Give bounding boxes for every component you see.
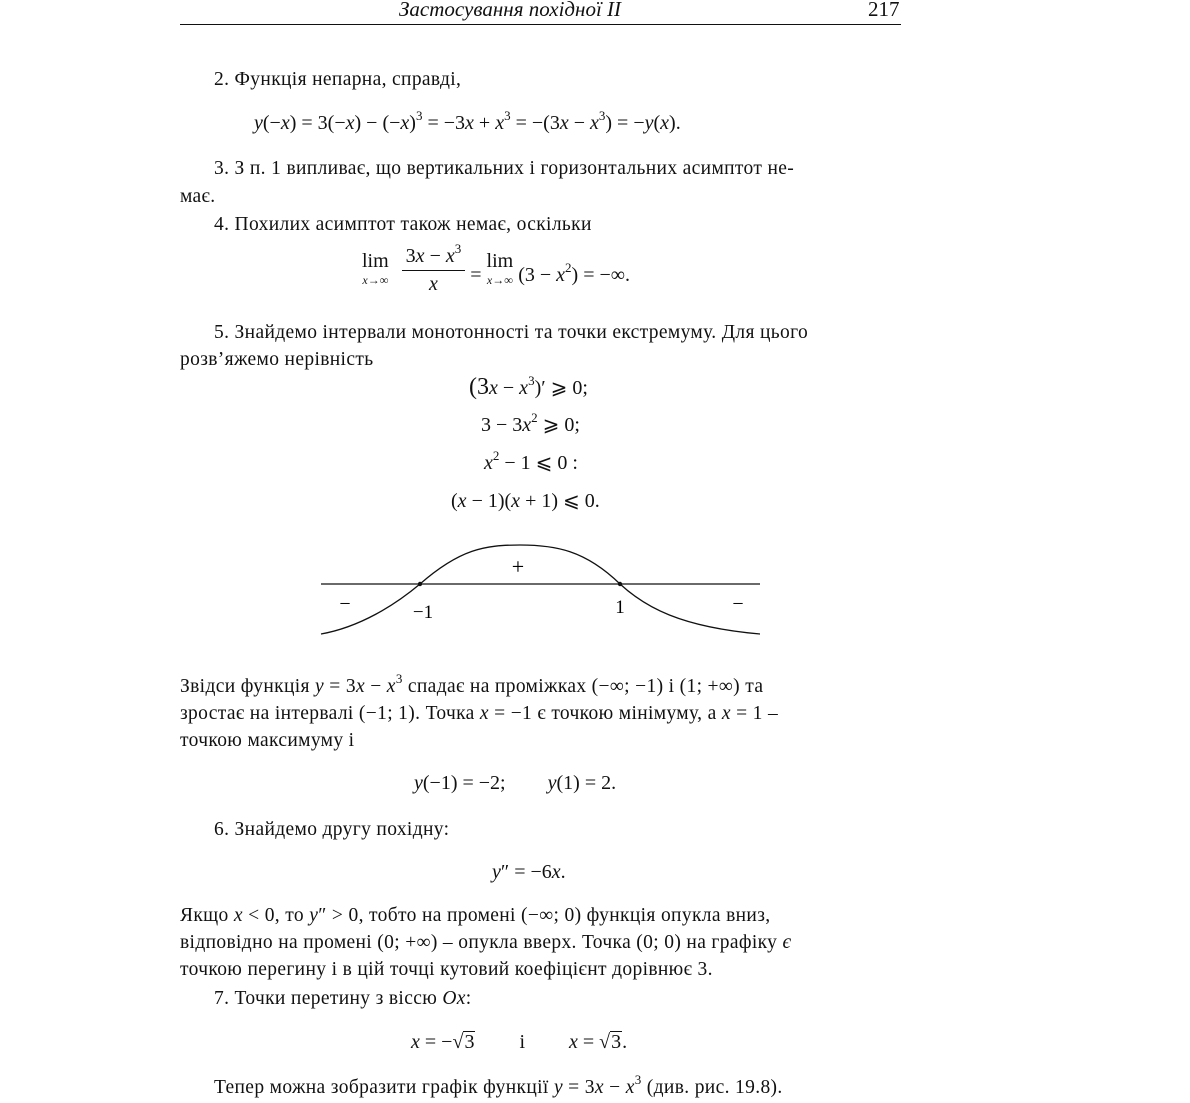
item-5-line-2: розв’яжемо нерівність bbox=[180, 349, 374, 370]
item-7-text: 7. Точки перетину з віссю Ox: bbox=[214, 988, 472, 1009]
plus-sign: + bbox=[511, 554, 525, 579]
item-2-text: 2. Функція непарна, справді, bbox=[214, 69, 462, 90]
inequality-4: (x − 1)(x + 1) ⩽ 0. bbox=[451, 490, 600, 512]
root-point-right bbox=[618, 582, 622, 586]
limit-operator-2: lim x→∞ bbox=[486, 250, 514, 287]
conclusion-line-2: зростає на інтервалі (−1; 1). Точка x = −1 є точкою мінімуму, а x = 1 – bbox=[180, 703, 779, 724]
item-6-line-2: відповідно на промені (0; +∞) – опукла вверх. Точка (0; 0) на графіку є bbox=[180, 932, 792, 953]
roots-formula: x = −√3 і x = √3. bbox=[411, 1031, 628, 1053]
conclusion-line-3: точкою максимуму і bbox=[180, 730, 355, 751]
fraction: $\frac{3x - x^3}{x}$ bbox=[402, 245, 466, 296]
limit-operator: lim x→∞ bbox=[362, 250, 389, 287]
item-3-line-1: 3. З п. 1 випливає, що вертикальних і горизонтальних асимптот не- bbox=[214, 158, 795, 179]
item-5-line-1: 5. Знайдемо інтервали монотонності та точки екстремуму. Для цього bbox=[214, 322, 809, 343]
sign-curve bbox=[321, 545, 760, 634]
item-6-text: 6. Знайдемо другу похідну: bbox=[214, 819, 450, 840]
inequality-2: $3 - 3x^2$ ⩾ 0; bbox=[481, 410, 580, 436]
item-2-formula: $y(-x) = 3(-x) - (-x)^3 = -3x + x^3 = -(3x - x^3) = -y(x)$. bbox=[254, 108, 681, 134]
extremum-values: y(−1) = −2; y(1) = 2. bbox=[414, 772, 617, 794]
root-point-left bbox=[418, 582, 422, 586]
item-4-text: 4. Похилих асимптот також немає, оскільки bbox=[214, 214, 592, 235]
item-6-line-1: Якщо x < 0, то y″ > 0, тобто на промені (−∞; 0) функція опукла вниз, bbox=[180, 905, 771, 926]
sign-chart bbox=[300, 535, 780, 650]
minus-sign-right: − bbox=[732, 593, 744, 615]
conclusion-line-1: Звідси функція $y = 3x - x^3$ спадає на проміжках (−∞; −1) і (1; +∞) та bbox=[180, 671, 764, 697]
minus-sign-left: − bbox=[339, 593, 351, 615]
header-rule bbox=[180, 24, 901, 25]
tick-label-minus-1: −1 bbox=[412, 602, 434, 623]
item-4-formula: lim x→∞ $\frac{3x - x^3}{x}$ = lim x→∞ $(3 - x^2)$ = −∞. bbox=[362, 241, 631, 295]
tick-label-1: 1 bbox=[615, 597, 625, 618]
page-number: 217 bbox=[868, 0, 900, 21]
item-3-line-2: має. bbox=[180, 186, 216, 207]
final-line: Тепер можна зобразити графік функції $y = 3x - x^3$ (див. рис. 19.8). bbox=[214, 1072, 783, 1098]
inequality-1: $(3x - x^3)'$ ⩾ 0; bbox=[469, 373, 588, 400]
item-6-line-3: точкою перегину і в цій точці кутовий коефіцієнт дорівнює 3. bbox=[180, 959, 713, 980]
second-derivative-formula: y″ = −6x. bbox=[492, 861, 566, 883]
inequality-3: $x^2 - 1$ ⩽ 0 : bbox=[484, 448, 578, 474]
running-header-title: Застосування похідної II bbox=[399, 0, 622, 21]
